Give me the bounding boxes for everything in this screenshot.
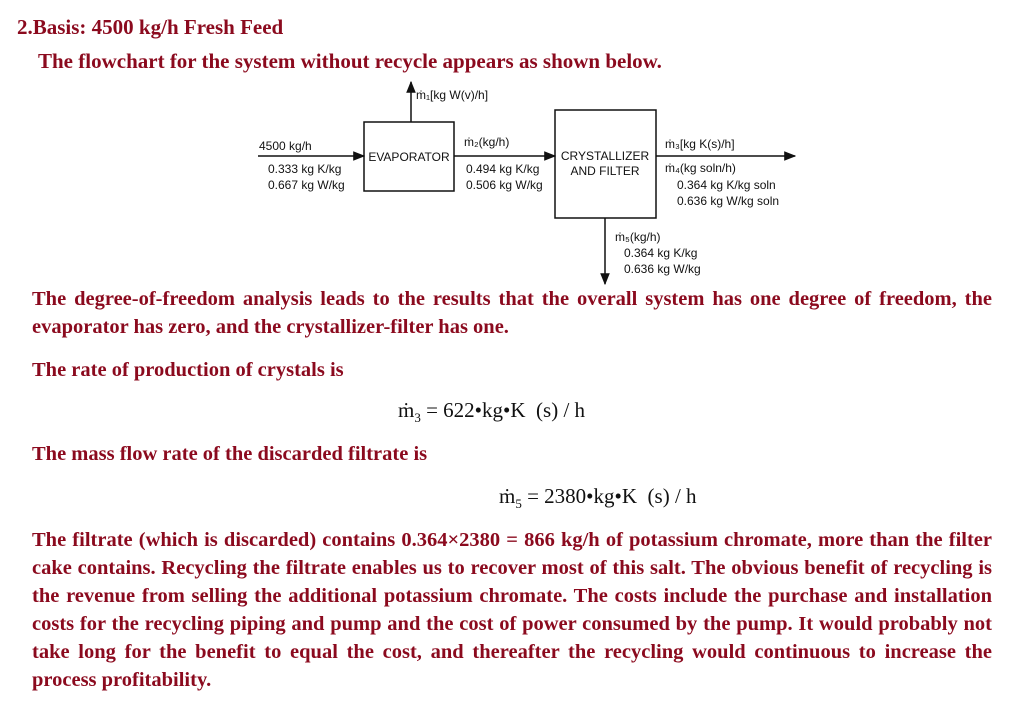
eq2-rhs: = 2380•kg•K (s) / h [521,484,697,508]
feed-w-fraction: 0.667 kg W/kg [268,178,345,192]
mid-k-fraction: 0.494 kg K/kg [466,162,540,176]
filtrate-paragraph: The filtrate (which is discarded) contains 0.364×2380 = 866 kg/h of potassium chromate, more than the filter cake contains. Recycling the filtrate enables us to recover most of this salt. The obvious benefit of recycling is the revenue from selling the additional potassium chromate. The costs include the purchase and installation costs for the recycling piping and pump and the cost of power consumed by the pump. It would probably not take long for the benefit to equal the cost, and thereafter the recycling would continuous to increase the process profitability. [32,529,992,691]
filtrate-rate: ṁ₅(kg/h) [615,230,661,244]
filtrate-w-fraction: 0.636 kg W/kg [624,262,701,276]
product-w-fraction: 0.636 kg W/kg soln [677,194,780,208]
vapor-label: ṁ₁[kg W(v)/h] [416,88,489,102]
eq1-rhs: = 622•kg•K (s) / h [420,398,586,422]
evaporator-label: EVAPORATOR [368,150,450,164]
product-crystals: ṁ₃[kg K(s)/h] [665,137,735,151]
basis-heading: 2.Basis: 4500 kg/h Fresh Feed [17,15,284,39]
dof-paragraph: The degree-of-freedom analysis leads to the results that the overall system has one degree of freedom, the evaporator has zero, and the crystallizer-filter has one. [32,288,992,338]
filtrate-k-fraction: 0.364 kg K/kg [624,246,698,260]
eq2-variable: ṁ [499,484,516,508]
feed-rate: 4500 kg/h [259,139,312,153]
eq1-subscript: 3 [414,410,421,426]
eq2-subscript: 5 [515,496,522,512]
crystallizer-label-line1: CRYSTALLIZER [560,149,650,163]
eq1-variable: ṁ [398,398,415,422]
feed-k-fraction: 0.333 kg K/kg [268,162,342,176]
product-k-fraction: 0.364 kg K/kg soln [677,178,776,192]
mid-w-fraction: 0.506 kg W/kg [466,178,543,192]
product-solution: ṁ₄(kg soln/h) [665,161,736,175]
mass-intro: The mass flow rate of the discarded filtrate is [32,443,428,465]
mid-rate: ṁ₂(kg/h) [464,135,510,149]
crystallizer-label-line2: AND FILTER [570,164,640,178]
filtrate-rate-equation [499,484,697,512]
crystal-rate-equation [398,398,585,426]
rate-intro: The rate of production of crystals is [32,359,344,381]
intro-text: The flowchart for the system without recycle appears as shown below. [38,49,662,73]
